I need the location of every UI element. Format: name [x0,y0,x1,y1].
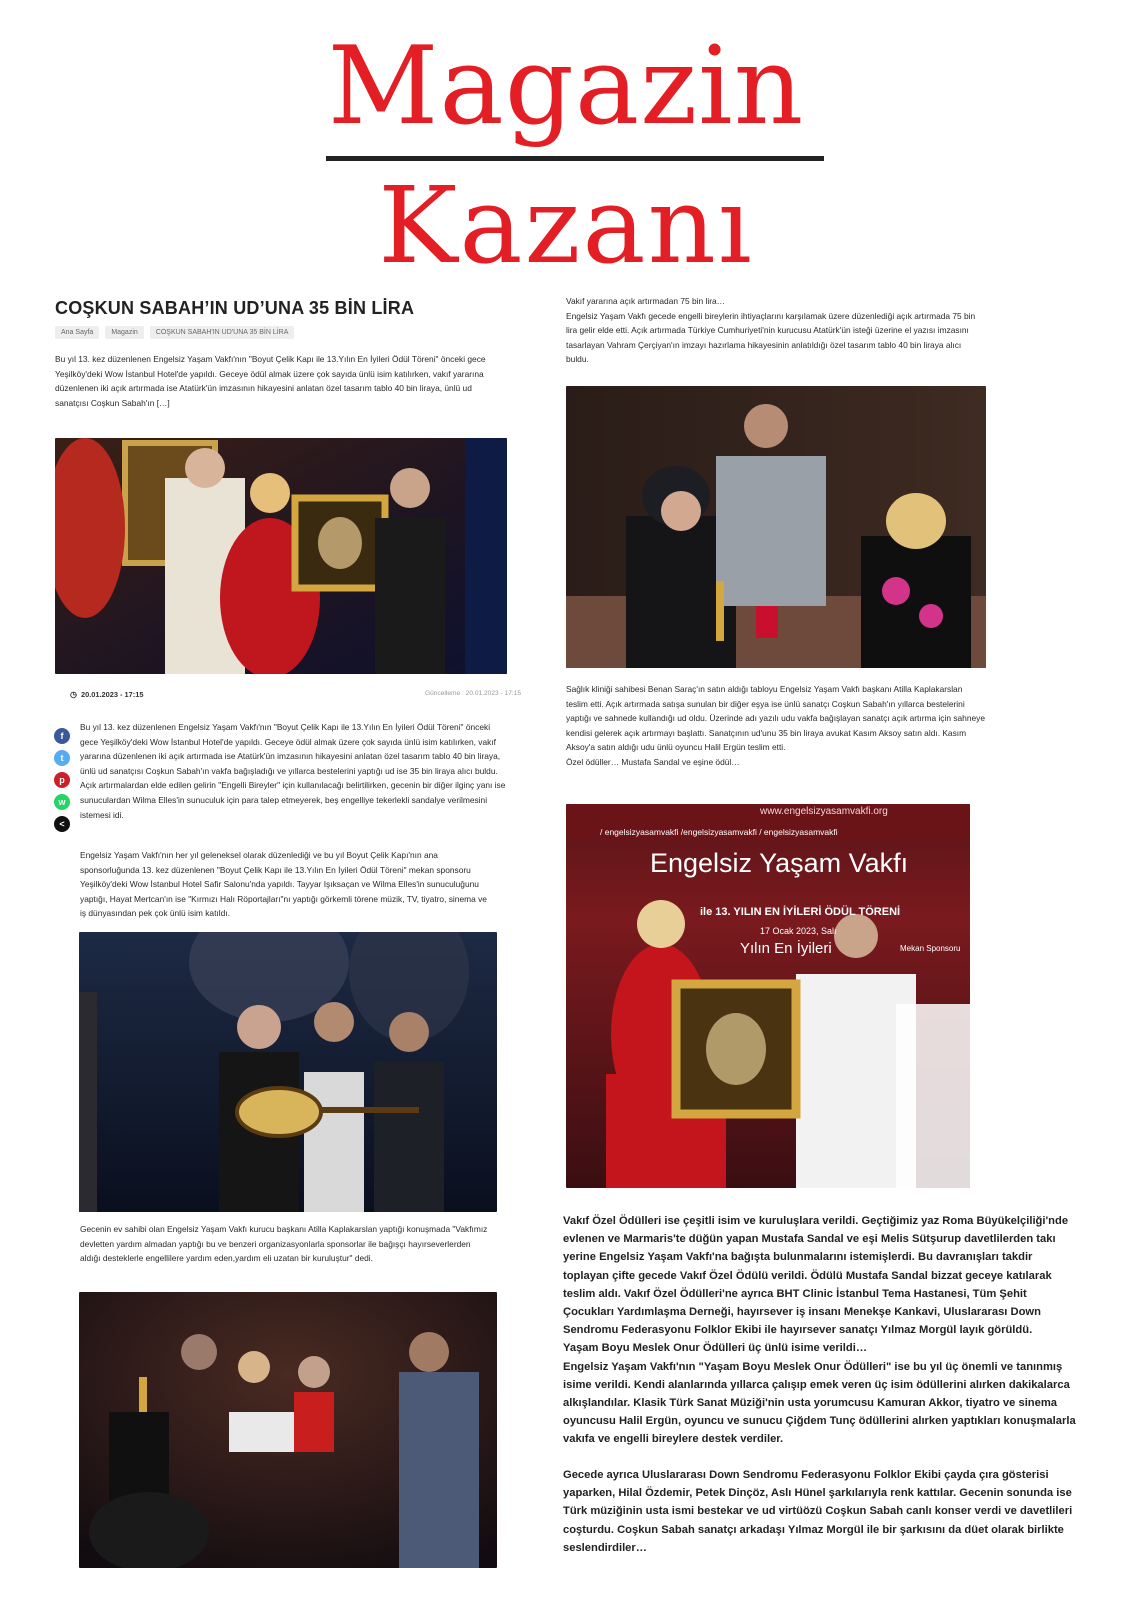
facebook-glyph: f [60,731,64,741]
banner-subtitle: ile 13. YILIN EN İYİLERİ ÖDÜL TÖRENİ [700,906,901,918]
share-icon[interactable] [54,816,70,832]
twitter-glyph: t [60,753,64,763]
right-section-ud-auction: Sağlık kliniği sahibesi Benan Saraç'ın satın aldığı tabloyu Engelsiz Yaşam Vakfı başkanı Atilla Kaplakarslan teslim etti. Açık artırmada satışa sunulan bir diğer eşya ise ünlü sanatçı Coşkun Sabah'ın yıllarca bestelerini yaptığı ve sahnede kullandığı ud oldu. Üzerinde adı yazılı udu vakfa bağışlayan sanatçı açık artırma için sahneye kendisi gelerek açık artırmayı başlattı. Sanatçının ud'unu 35 bin liraya avukat Kasım Aksoy satın aldı. Kasım Aksoy'a satın aldığı udu ünlü oyuncu Halil Ergün teslim etti. Özel ödüller… Mustafa Sandal ve eşine ödül… [566,684,985,767]
pinterest-glyph: p [59,775,65,785]
right-section-closing: Gecede ayrıca Uluslararası Down Sendromu Federasyonu Folklor Ekibi çayda çıra gösterisi yaparken, Hilal Özdemir, Petek Dinçöz, Aslı Hünel şarkılarıyla renk kattılar. Gecenin sonunda ise Türk müziğinin usta ismi bestekar ve ud virtüözü Coşkun Sabah canlı konser verdi ve davetlileri coşturdu. Coşkun Sabah sanatçı arkadaşı Yılmaz Morgül ile bir şarkısını da düet olarak birlikte seslendirdiler… [563,1469,1073,1554]
article-body-1: Bu yıl 13. kez düzenlenen Engelsiz Yaşam Vakfı'nın "Boyut Çelik Kapı ile 13.Yılın En İyileri Ödül Töreni" önceki gece Yeşilköy'deki Wow İstanbul Hotel'de yapıldı. Geceye ödül almak üzere çok sayıda ünlü isim katılırken, vakıf yararına düzenlenen iki açık artırmada ise Atatürk'ün imzasının hikayesini anlatan özel tasarım tablo 40 bin liraya, ünlü ud sanatçısı Coşkun Sabah'ın vakfa bağışladığı ve yıllarca bestelerini yaptığı ud ise 35 bin liraya alıcı buldu. Açık artırmalardan elde edilen gelirin "Engelli Bireyler" için kullanılacağı belirtilirken, gecenin bir diğer ilginç yanı ise sunuculardan Wilma Elles'in sunuculuk için para talep etmeyerek, beş engelliye tekerlekli sandalye verilmesini istemesi idi. [80,722,506,820]
share-glyph: < [59,819,65,829]
facebook-icon[interactable] [54,728,70,744]
masthead-title-line2: Kazanı [378,164,754,287]
banner-url: www.engelsizyasamvakfi.org [760,806,888,817]
whatsapp-icon[interactable] [54,794,70,810]
article-updated: Güncelleme : 20.01.2023 - 17:15 [425,690,522,697]
photo-concert-crowd [79,1292,497,1568]
photo-ud-handover [79,932,497,1212]
article-date [70,690,143,699]
article-intro: Bu yıl 13. kez düzenlenen Engelsiz Yaşam Vakfı'nın "Boyut Çelik Kapı ile 13.Yılın En İyileri Ödül Töreni" önceki gece Yeşilköy'deki Wow İstanbul Hotel'de yapıldı. Geceye ödül almak üzere çok sayıda ünlü isim katılırken, vakıf yararına düzenlenen iki açık artırmada ise Atatürk'ün imzasının hikayesini anlatan özel tasarım tablo 40 bin liraya, ünlü ud sanatçısı Coşkun Sabah'ın […] [55,354,486,408]
breadcrumb-current: COŞKUN SABAH'IN UD'UNA 35 BİN LİRA [150,326,295,339]
masthead-title-line1: Magazin [327,24,805,149]
right-section-auction: Vakıf yararına açık artırmadan 75 bin lira… Engelsiz Yaşam Vakfı gecede engelli bireylerin ihtiyaçlarını karşılamak üzere düzenlediği açık artırmada 75 bin lira gelir elde etti. Açık artırmada Türkiye Cumhuriyeti'nin kurucusu Atatürk'ün isteği üzerine el yazısı imzasını tasarlayan Vahram Çerçiyan'ın imzayı hazırlama hikayesinin anlatıldığı özel tasarım tablo 40 bin liraya alıcı buldu. [566,296,976,365]
article-date-text: 20.01.2023 - 17:15 [80,690,144,699]
article-body-2: Engelsiz Yaşam Vakfı'nın her yıl geleneksel olarak düzenlediği ve bu yıl Boyut Çelik Kapı'nın ana sponsorluğunda 13. kez düzenlenen "Boyut Çelik Kapı ile 13.Yılın En İyileri Ödül Töreni" mekan sponsoru Yeşilköy'deki Wow İstanbul Hotel Safir Salonu'nda yapıldı. Tayyar Işıksaçan ve Wilma Elles'in sunuculuğunu yaptığı, Hayat Mertcan'ın ise "Kırmızı Halı Röportajları"nı yaptığı görkemli törene müzik, TV, tiyatro, sinema ve iş dünyasından pek çok ünlü isim katıldı. [80,850,487,919]
clock-icon: ◷ [70,690,77,699]
photo-caption-1: Gecenin ev sahibi olan Engelsiz Yaşam Vakfı kurucu başkanı Atilla Kaplakarslan yaptığı konuşmada "Vakfımız devletten yardım almadan yaptığı bu ve benzeri organizasyonlarla sponsorlar ile bağışçı hayırseverlerden aldığı desteklerle engellilere yardım eden,yardım eli uzatan bir kuruluştur" dedi. [80,1224,488,1264]
whatsapp-glyph: w [58,797,66,807]
photo-plaque-presentation [55,438,507,674]
banner-yil: Yılın En İyileri [740,940,832,957]
article-headline: COŞKUN SABAH’IN UD’UNA 35 BİN LİRA [55,298,415,318]
banner-date: 17 Ocak 2023, Salı [760,926,837,936]
right-section-special-awards: Vakıf Özel Ödülleri ise çeşitli isim ve kuruluşlara verildi. Geçtiğimiz yaz Roma Büyükelçiliği'nde evlenen ve Marmaris'te düğün yapan Mustafa Sandal ve eşi Melis Sütşurup davetlilerden takı yerine Engelsiz Yaşam Vakfı'na bağışta bulunmalarını istemişlerdi. Bu davranışları takdir toplayan çifte gecede Vakıf Özel Ödülü verildi. Ödülü Mustafa Sandal bizzat geceye katılarak teslim aldı. Vakıf Özel Ödülleri'ne ayrıca BHT Clinic İstanbul Tema Hastanesi, Tüm Şehit Çocukları Yardımlaşma Derneği, hayırsever iş insanı Menekşe Kankavi, Uluslararası Down Sendromu Federasyonu Folklor Ekibi ile hayırsever sanatçı Yılmaz Morgül layık görüldü. Yaşam Boyu Meslek Onur Ödülleri üç ünlü isime verildi… Engelsiz Yaşam Vakfı'nın "Yaşam Boyu Meslek Onur Ödülleri" ise bu yıl üç önemli ve tanınmış isime verildi. Kendi alanlarında yıllarca çalışıp emek veren üç isim ödüllerini alırken dakikalarca alkışlandılar. Klasik Türk Sanat Müziği'nin usta yorumcusu Kamuran Akkor, tiyatro ve sinema oyuncusu Halil Ergün, oyuncu ve sunucu Çiğdem Tunç ödüllerini alırken yaptıkları konuşmalarla vakıfa ve engelli bireylere destek verdiler. [563,1215,1076,1446]
banner-social: / engelsizyasamvakfi /engelsizyasamvakfi / engelsizyasamvakfi [600,827,838,837]
banner-title: Engelsiz Yaşam Vakfı [650,848,909,878]
photo-singer-trio [566,386,986,668]
masthead-rule [326,156,824,161]
breadcrumb-home[interactable]: Ana Sayfa [55,326,99,339]
pinterest-icon[interactable] [54,772,70,788]
breadcrumb [55,326,294,339]
twitter-icon[interactable] [54,750,70,766]
banner-sponsor: Mekan Sponsoru [900,944,961,953]
breadcrumb-category[interactable]: Magazin [105,326,143,339]
masthead [0,24,1132,287]
